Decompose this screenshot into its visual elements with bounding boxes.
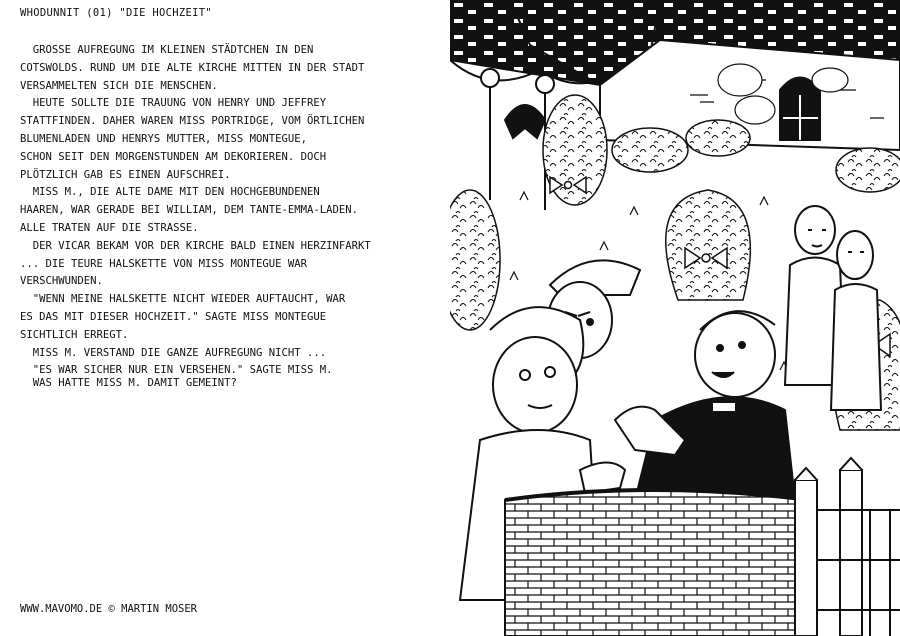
story-line: "ES WAR SICHER NUR EIN VERSEHEN." SAGTE MISS M. — [20, 364, 333, 377]
copyright-footer: WWW.MAVOMO.DE © MARTIN MOSER — [20, 603, 198, 615]
story-line: COTSWOLDS. RUND UM DIE ALTE KIRCHE MITTEN IN DER STADT — [20, 61, 365, 74]
story-line: ALLE TRATEN AUF DIE STRASSE. — [20, 221, 199, 234]
brick-wall — [505, 490, 810, 636]
story-line: BLUMENLADEN UND HENRYS MUTTER, MISS MONTEGUE, — [20, 132, 308, 145]
page-header: WHODUNNIT (01) "DIE HOCHZEIT" — [20, 7, 213, 19]
closing-question: WAS HATTE MISS M. DAMIT GEMEINT? — [20, 377, 237, 389]
story-line: MISS M., DIE ALTE DAME MIT DEN HOCHGEBUNDENEN — [20, 186, 320, 199]
guest-man-right — [831, 231, 881, 410]
story-line: SICHTLICH ERREGT. — [20, 328, 129, 341]
story-line: DER VICAR BEKAM VOR DER KIRCHE BALD EINEN HERZINFARKT — [20, 239, 371, 252]
story-line: VERSCHWUNDEN. — [20, 275, 103, 288]
story-line: STATTFINDEN. DAHER WAREN MISS PORTRIDGE, VOM ÖRTLICHEN — [20, 115, 365, 128]
story-text — [20, 42, 440, 380]
story-line: HEUTE SOLLTE DIE TRAUUNG VON HENRY UND JEFFREY — [20, 97, 327, 110]
comic-illustration — [450, 0, 900, 636]
story-line: MISS M. VERSTAND DIE GANZE AUFREGUNG NICHT ... — [20, 346, 327, 359]
story-line: GROSSE AUFREGUNG IM KLEINEN STÄDTCHEN IN DEN — [20, 44, 314, 56]
story-line: ES DAS MIT DIESER HOCHZEIT." SAGTE MISS MONTEGUE — [20, 310, 327, 323]
story-line: ... DIE TEURE HALSKETTE VON MISS MONTEGUE WAR — [20, 257, 308, 270]
story-line: SCHON SEIT DEN MORGENSTUNDEN AM DEKORIEREN. DOCH — [20, 150, 327, 163]
story-line: "WENN MEINE HALSKETTE NICHT WIEDER AUFTAUCHT, WAR — [20, 293, 346, 306]
story-line: HAAREN, WAR GERADE BEI WILLIAM, DEM TANTE-EMMA-LADEN. — [20, 204, 359, 217]
story-line: VERSAMMELTEN SICH DIE MENSCHEN. — [20, 79, 218, 92]
church-window — [780, 78, 820, 141]
story-line: PLÖTZLICH GAB ES EINEN AUFSCHREI. — [20, 168, 231, 181]
